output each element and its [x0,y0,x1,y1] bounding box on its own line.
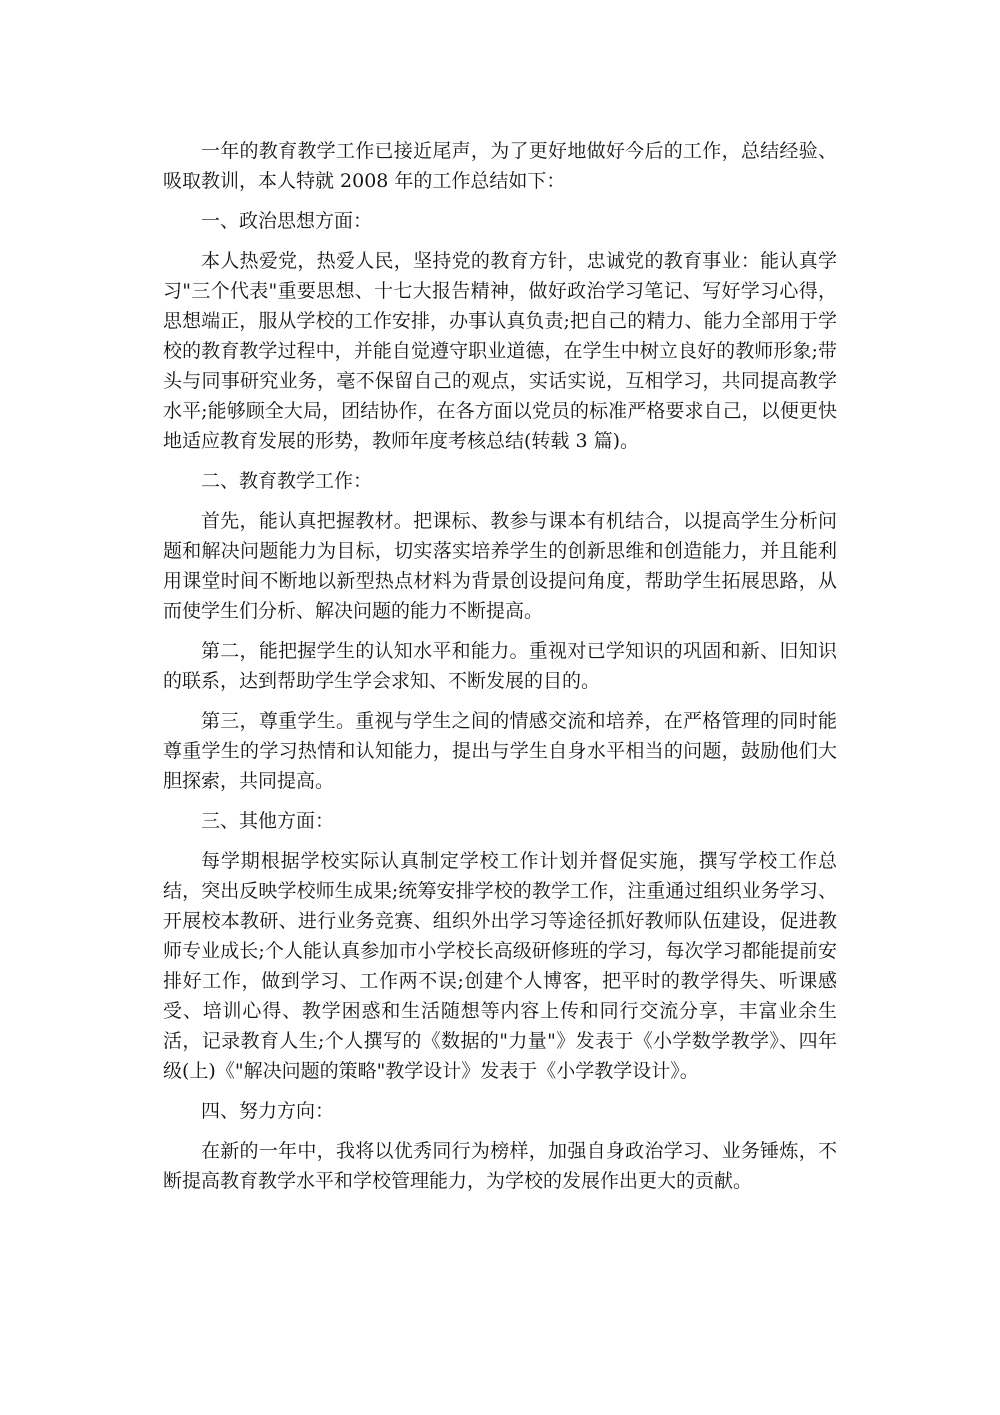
heading-other-aspects: 三、其他方面： [201,810,335,832]
paragraph-political-thought: 本人热爱党，热爱人民，坚持党的教育方针，忠诚党的教育事业：能认真学习"三个代表"重要思想、十七大报告精神，做好政治学习笔记、写好学习心得，思想端正，服从学校的工作安排，办事认真负责;把自己的精力、能力全部用于学校的教育教学过程中，并能自觉遵守职业道德，在学生中树立良好的教师形象;带头与同事研究业务，毫不保留自己的观点，实话实说，互相学习，共同提高教学水平;能够顾全大局，团结协作，在各方面以党员的标准严格要求自己，以便更快地适应教育发展的形势，教师年度考核总结(转载 3 篇)。 [163,250,837,452]
paragraph-other-aspects: 每学期根据学校实际认真制定学校工作计划并督促实施，撰写学校工作总结，突出反映学校师生成果;统筹安排学校的教学工作，注重通过组织业务学习、开展校本教研、进行业务竞赛、组织外出学习等途径抓好教师队伍建设，促进教师专业成长;个人能认真参加市小学校长高级研修班的学习，每次学习都能提前安排好工作，做到学习、工作两不误;创建个人博客，把平时的教学得失、听课感受、培训心得、教学困惑和生活随想等内容上传和同行交流分享，丰富业余生活，记录教育人生;个人撰写的《数据的"力量"》发表于《小学数学教学》、四年级(上)《"解决问题的策略"教学设计》发表于《小学教学设计》。 [163,850,837,1082]
paragraph-future-direction: 在新的一年中，我将以优秀同行为榜样，加强自身政治学习、业务锤炼，不断提高教育教学水平和学校管理能力，为学校的发展作出更大的贡献。 [163,1140,837,1192]
heading-political-thought: 一、政治思想方面： [201,210,373,232]
paragraph-teaching-first: 首先，能认真把握教材。把课标、教参与课本有机结合，以提高学生分析问题和解决问题能力为目标，切实落实培养学生的创新思维和创造能力，并且能利用课堂时间不断地以新型热点材料为背景创设提问角度，帮助学生拓展思路，从而使学生们分析、解决问题的能力不断提高。 [163,510,837,622]
heading-future-direction: 四、努力方向： [201,1100,335,1122]
paragraph-intro: 一年的教育教学工作已接近尾声，为了更好地做好今后的工作，总结经验、吸取教训，本人特就 2008 年的工作总结如下： [163,140,837,192]
paragraph-teaching-second: 第二，能把握学生的认知水平和能力。重视对已学知识的巩固和新、旧知识的联系，达到帮助学生学会求知、不断发展的目的。 [163,640,837,692]
paragraph-teaching-third: 第三，尊重学生。重视与学生之间的情感交流和培养，在严格管理的同时能尊重学生的学习热情和认知能力，提出与学生自身水平相当的问题，鼓励他们大胆探索，共同提高。 [163,710,837,792]
heading-teaching-work: 二、教育教学工作： [201,470,373,492]
